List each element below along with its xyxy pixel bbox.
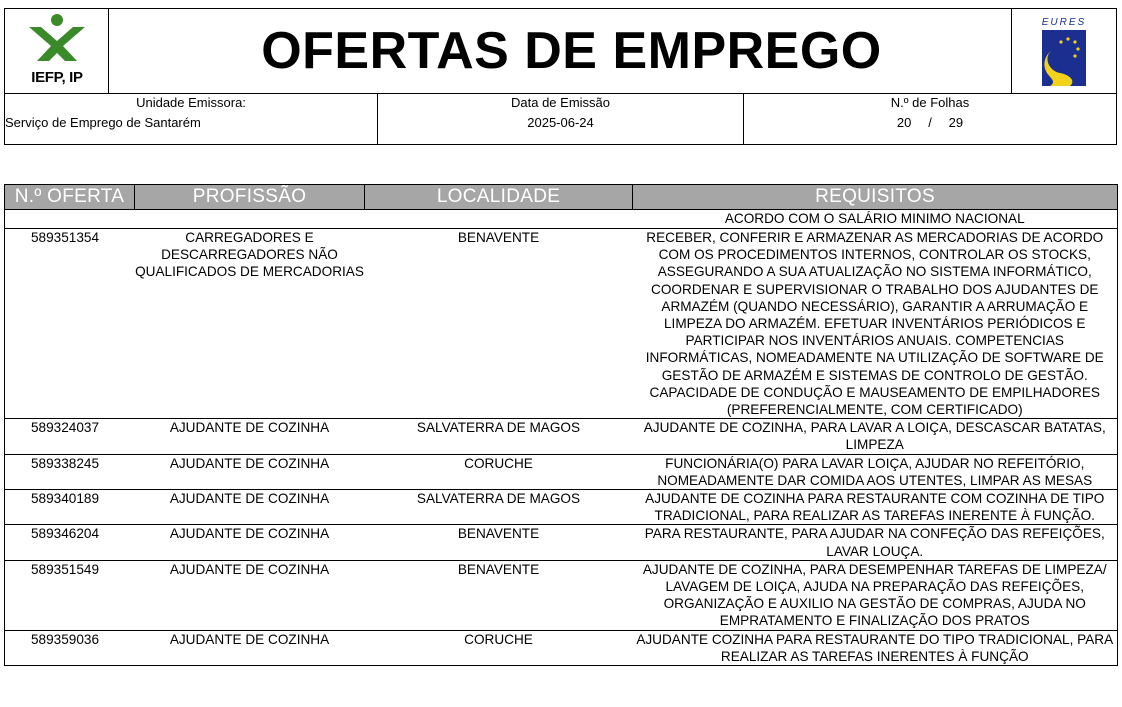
column-header-offer-number: N.º OFERTA	[5, 185, 135, 210]
issuing-unit-label: Unidade Emissora:	[136, 95, 246, 110]
profession: CARREGADORES E DESCARREGADORES NÃO QUALIFICADOS DE MERCADORIAS	[135, 229, 365, 419]
job-offers-table	[4, 184, 1118, 666]
profession	[135, 210, 365, 229]
iefp-logo	[5, 9, 109, 93]
requirements: RECEBER, CONFERIR E ARMAZENAR AS MERCADORIAS DE ACORDO COM OS PROCEDIMENTOS INTERNOS, CONTROLAR OS STOCKS, ASSEGURANDO A SUA ATUALIZAÇÃO NO SISTEMA INFORMÁTICO, COORDENAR E SUPERVISIONAR O TRABALHO DOS AJUDANTES DE ARMAZÉM (QUANDO NECESSÁRIO), GARANTIR A ARRUMAÇÃO E LIMPEZA DO ARMAZÉM. EFETUAR INVENTÁRIOS PERIÓDICOS E PARTICIPAR NOS INVENTÁRIOS ANUAIS. COMPETENCIAS INFORMÁTICAS, NOMEADAMENTE NA UTILIZAÇÃO DE SOFTWARE DE GESTÃO DE ARMAZÉM E SISTEMAS DE CONTROLO DE GESTÃO. CAPACIDADE DE CONDUÇÃO E MAUSEAMENTO DE EMPILHADORES (PREFERENCIALMENTE, COM CERTIFICADO)	[633, 229, 1118, 419]
offer-number: 589338245	[5, 454, 135, 489]
sheets-cell	[744, 94, 1116, 145]
iefp-logo-icon	[23, 13, 91, 69]
location: SALVATERRA DE MAGOS	[365, 490, 633, 525]
column-header-location: LOCALIDADE	[365, 185, 633, 210]
offer-number	[5, 210, 135, 229]
issue-date-value: 2025-06-24	[527, 115, 594, 130]
offer-number: 589359036	[5, 630, 135, 665]
offer-number: 589324037	[5, 419, 135, 454]
issue-date-label: Data de Emissão	[511, 95, 610, 110]
location: BENAVENTE	[365, 560, 633, 630]
table-row	[5, 229, 1118, 419]
document-header	[4, 8, 1117, 145]
requirements: AJUDANTE DE COZINHA, PARA LAVAR A LOIÇA, DESCASCAR BATATAS, LIMPEZA	[633, 419, 1118, 454]
sheets-current: 20	[896, 115, 912, 130]
location: SALVATERRA DE MAGOS	[365, 419, 633, 454]
issuing-unit-cell	[5, 94, 378, 145]
location: CORUCHE	[365, 454, 633, 489]
offer-number: 589351354	[5, 229, 135, 419]
offer-number: 589351549	[5, 560, 135, 630]
profession: AJUDANTE DE COZINHA	[135, 525, 365, 560]
sheets-value	[744, 115, 1116, 130]
table-row	[5, 560, 1118, 630]
column-header-profession: PROFISSÃO	[135, 185, 365, 210]
requirements: AJUDANTE COZINHA PARA RESTAURANTE DO TIPO TRADICIONAL, PARA REALIZAR AS TAREFAS INERENTES À FUNÇÃO	[633, 630, 1118, 665]
profession: AJUDANTE DE COZINHA	[135, 560, 365, 630]
offer-number: 589340189	[5, 490, 135, 525]
sheets-separator: /	[928, 115, 932, 130]
table-row-continuation	[5, 210, 1118, 229]
table-row	[5, 490, 1118, 525]
eures-logo	[1011, 9, 1117, 93]
location	[365, 210, 633, 229]
offer-number: 589346204	[5, 525, 135, 560]
header-info-band	[5, 94, 1116, 145]
profession: AJUDANTE DE COZINHA	[135, 490, 365, 525]
eures-logo-text: EURES	[1041, 17, 1087, 28]
table-row	[5, 419, 1118, 454]
profession: AJUDANTE DE COZINHA	[135, 419, 365, 454]
table-row	[5, 630, 1118, 665]
table-header-row	[5, 185, 1118, 210]
requirements: AJUDANTE DE COZINHA PARA RESTAURANTE COM COZINHA DE TIPO TRADICIONAL, PARA REALIZAR AS TAREFAS INERENTE À FUNÇÃO.	[633, 490, 1118, 525]
location: CORUCHE	[365, 630, 633, 665]
column-header-requirements: REQUISITOS	[633, 185, 1118, 210]
iefp-logo-text: IEFP, IP	[31, 69, 83, 86]
profession: AJUDANTE DE COZINHA	[135, 454, 365, 489]
sheets-total: 29	[948, 115, 964, 130]
requirements: PARA RESTAURANTE, PARA AJUDAR NA CONFEÇÃO DAS REFEIÇÕES, LAVAR LOUÇA.	[633, 525, 1118, 560]
profession: AJUDANTE DE COZINHA	[135, 630, 365, 665]
eures-logo-icon	[1034, 15, 1094, 89]
sheets-label: N.º de Folhas	[890, 95, 970, 110]
page-title: OFERTAS DE EMPREGO	[261, 22, 882, 80]
table-row	[5, 525, 1118, 560]
requirements: ACORDO COM O SALÁRIO MINIMO NACIONAL	[633, 210, 1118, 229]
issuing-unit-value: Serviço de Emprego de Santarém	[5, 115, 201, 130]
location: BENAVENTE	[365, 525, 633, 560]
header-top-band	[5, 9, 1116, 94]
location: BENAVENTE	[365, 229, 633, 419]
table-row	[5, 454, 1118, 489]
requirements: AJUDANTE DE COZINHA, PARA DESEMPENHAR TAREFAS DE LIMPEZA/ LAVAGEM DE LOIÇA, AJUDA NA PREPARAÇÃO DAS REFEIÇÕES, ORGANIZAÇÃO E AUXILIO NA GESTÃO DE COMPRAS, AJUDA NO EMPRATAMENTO E FINALIZAÇÃO DOS PRATOS	[633, 560, 1118, 630]
issue-date-cell	[378, 94, 744, 145]
requirements: FUNCIONÁRIA(O) PARA LAVAR LOIÇA, AJUDAR NO REFEITÓRIO, NOMEADAMENTE DAR COMIDA AOS UTENTES, LIMPAR AS MESAS	[633, 454, 1118, 489]
